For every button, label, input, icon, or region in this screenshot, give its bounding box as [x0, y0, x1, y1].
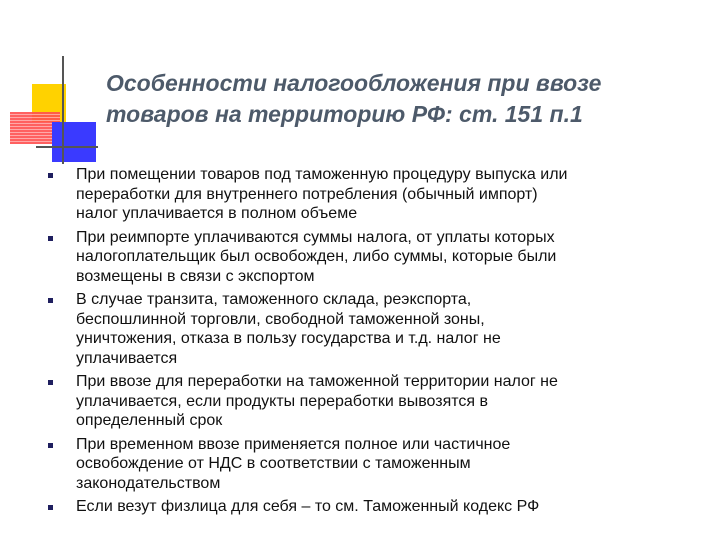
bullet-item-line: налогоплательщик был освобожден, либо суммы, которые были — [76, 248, 557, 265]
deco-blue-square — [52, 122, 96, 162]
bullet-marker-icon — [48, 298, 53, 303]
bullet-item-line: Если везут физлица для себя – то см. Таможенный кодекс РФ — [76, 498, 540, 515]
bullet-item-line: В случае транзита, таможенного склада, реэкспорта, — [76, 291, 472, 308]
bullet-item-line: уплачивается — [76, 349, 178, 367]
bullet-marker-icon — [48, 173, 53, 178]
slide-title-line-1: Особенности налогообложения при ввозе — [106, 70, 602, 96]
bullet-list — [44, 165, 704, 521]
bullet-item-4 — [44, 372, 704, 431]
bullet-item-3 — [44, 290, 704, 368]
bullet-item-line: налог уплачивается в полном объеме — [76, 205, 358, 222]
bullet-item-line: При временном ввозе применяется полное или частичное — [76, 435, 511, 453]
bullet-item-6 — [44, 497, 704, 517]
bullet-item-line: законодательством — [76, 474, 221, 492]
bullet-item-2 — [44, 228, 704, 287]
bullet-item-line: уплачивается, если продукты переработки вывозятся в — [76, 392, 488, 410]
bullet-item-line: определенный срок — [76, 412, 223, 429]
slide-title-line-2: товаров на территорию РФ: ст. 151 п.1 — [106, 101, 583, 127]
bullet-item-line: переработки для внутреннего потребления (обычный импорт) — [76, 185, 538, 203]
bullet-item-line: освобождение от НДС в соответствии с таможенным — [76, 455, 471, 472]
bullet-marker-icon — [48, 236, 53, 241]
bullet-item-line: При реимпорте уплачиваются суммы налога, от уплаты которых — [76, 228, 555, 246]
bullet-marker-icon — [48, 443, 53, 448]
bullet-marker-icon — [48, 380, 53, 385]
bullet-item-line: При помещении товаров под таможенную процедуру выпуска или — [76, 166, 568, 183]
bullet-item-line: возмещены в связи с экспортом — [76, 267, 315, 285]
bullet-item-1 — [44, 165, 704, 224]
bullet-marker-icon — [48, 505, 53, 510]
bullet-item-line: уничтожения, отказа в пользу государства и т.д. налог не — [76, 330, 501, 347]
deco-horizontal-line — [36, 146, 98, 148]
bullet-item-line: беспошлинной торговли, свободной таможенной зоны, — [76, 310, 485, 328]
bullet-item-line: При ввозе для переработки на таможенной территории налог не — [76, 373, 558, 390]
bullet-item-5 — [44, 435, 704, 494]
decorative-logo — [0, 0, 110, 170]
slide-title — [106, 68, 696, 130]
